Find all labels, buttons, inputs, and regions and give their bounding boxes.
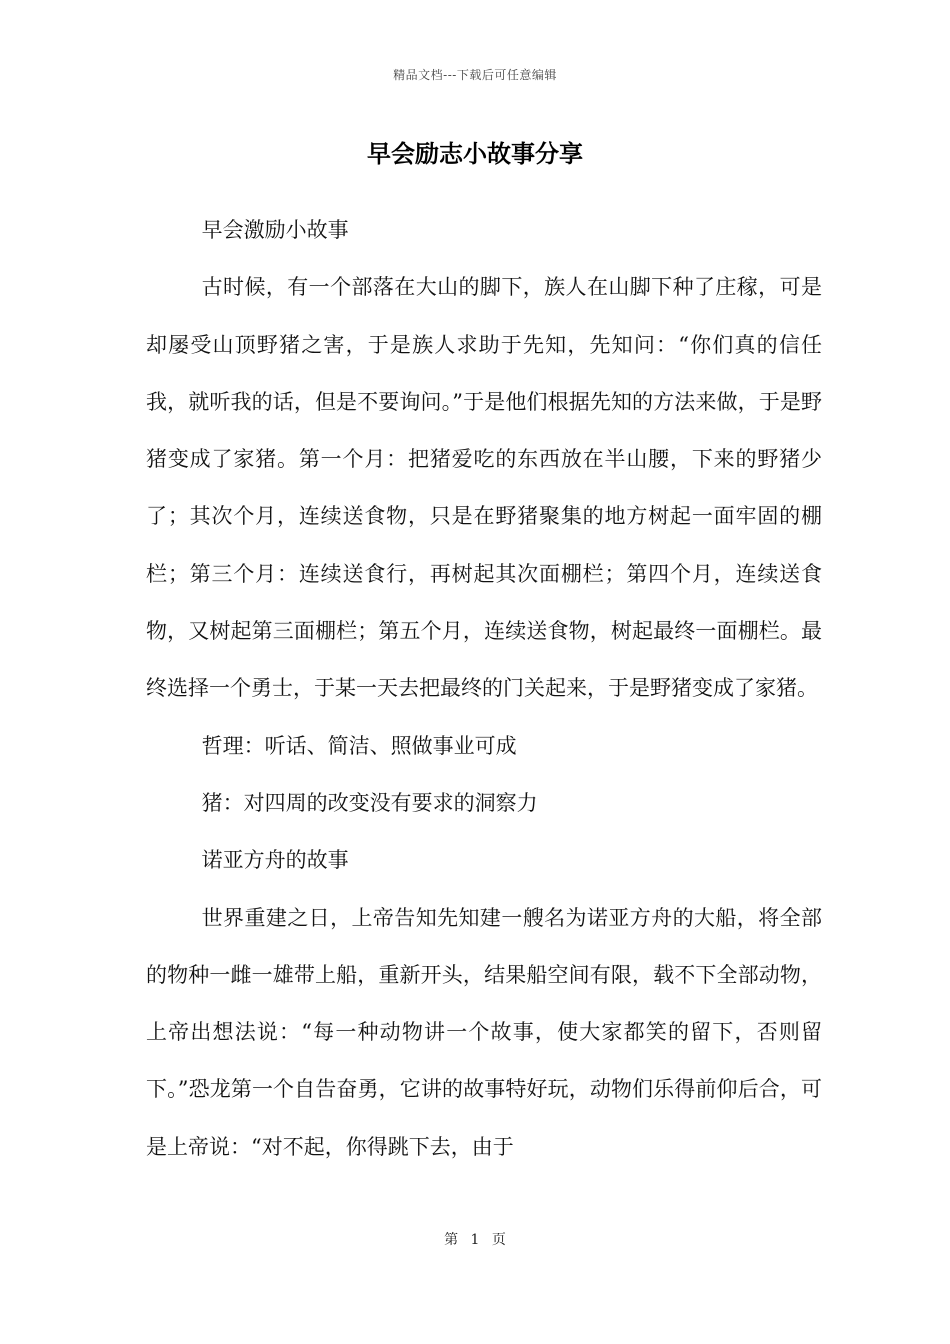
footer-suffix: 页 <box>491 1232 506 1248</box>
document-title: 早会励志小故事分享 <box>367 139 583 168</box>
story-paragraph-noahs-ark: 世界重建之日，上帝告知先知建一艘名为诺亚方舟的大船，将全部的物种一雌一雄带上船，重新开头，结果船空间有限，载不下全部动物，上帝出想法说：“每一种动物讲一个故事，使大家都笑的留下，否则留下。”恐龙第一个自告奋勇，它讲的故事特好玩，动物们乐得前仰后合，可是上帝说：“对不起，你得跳下去，由于 <box>146 905 822 1159</box>
section-heading-morning-story: 早会激励小故事 <box>201 218 349 242</box>
document-body <box>146 202 822 1176</box>
section-heading-noahs-ark: 诺亚方舟的故事 <box>201 848 349 873</box>
footer-prefix: 第 <box>444 1232 459 1248</box>
header-note: 精品文档---下载后可任意编辑 <box>393 68 557 82</box>
story-paragraph-wild-pig: 古时候，有一个部落在大山的脚下，族人在山脚下种了庄稼，可是却屡受山顶野猪之害，于是族人求助于先知，先知问：“你们真的信任我，就听我的话，但是不要询问。”于是他们根据先知的方法来做，于是野猪变成了家猪。第一个月：把猪爱吃的东西放在半山腰，下来的野猪少了；其次个月，连续送食物，只是在野猪聚集的地方树起一面牢固的棚栏；第三个月：连续送食行，再树起其次面棚栏；第四个月，连续送食物，又树起第三面棚栏；第五个月，连续送食物，树起最终一面棚栏。最终选择一个勇士，于某一天去把最终的门关起来，于是野猪变成了家猪。 <box>146 275 822 701</box>
moral-line: 哲理：听话、简洁、照做事业可成 <box>201 733 517 758</box>
page-number: 1 <box>470 1232 480 1248</box>
pig-insight-line: 猪：对四周的改变没有要求的洞察力 <box>201 790 538 815</box>
page-footer <box>0 1229 950 1249</box>
